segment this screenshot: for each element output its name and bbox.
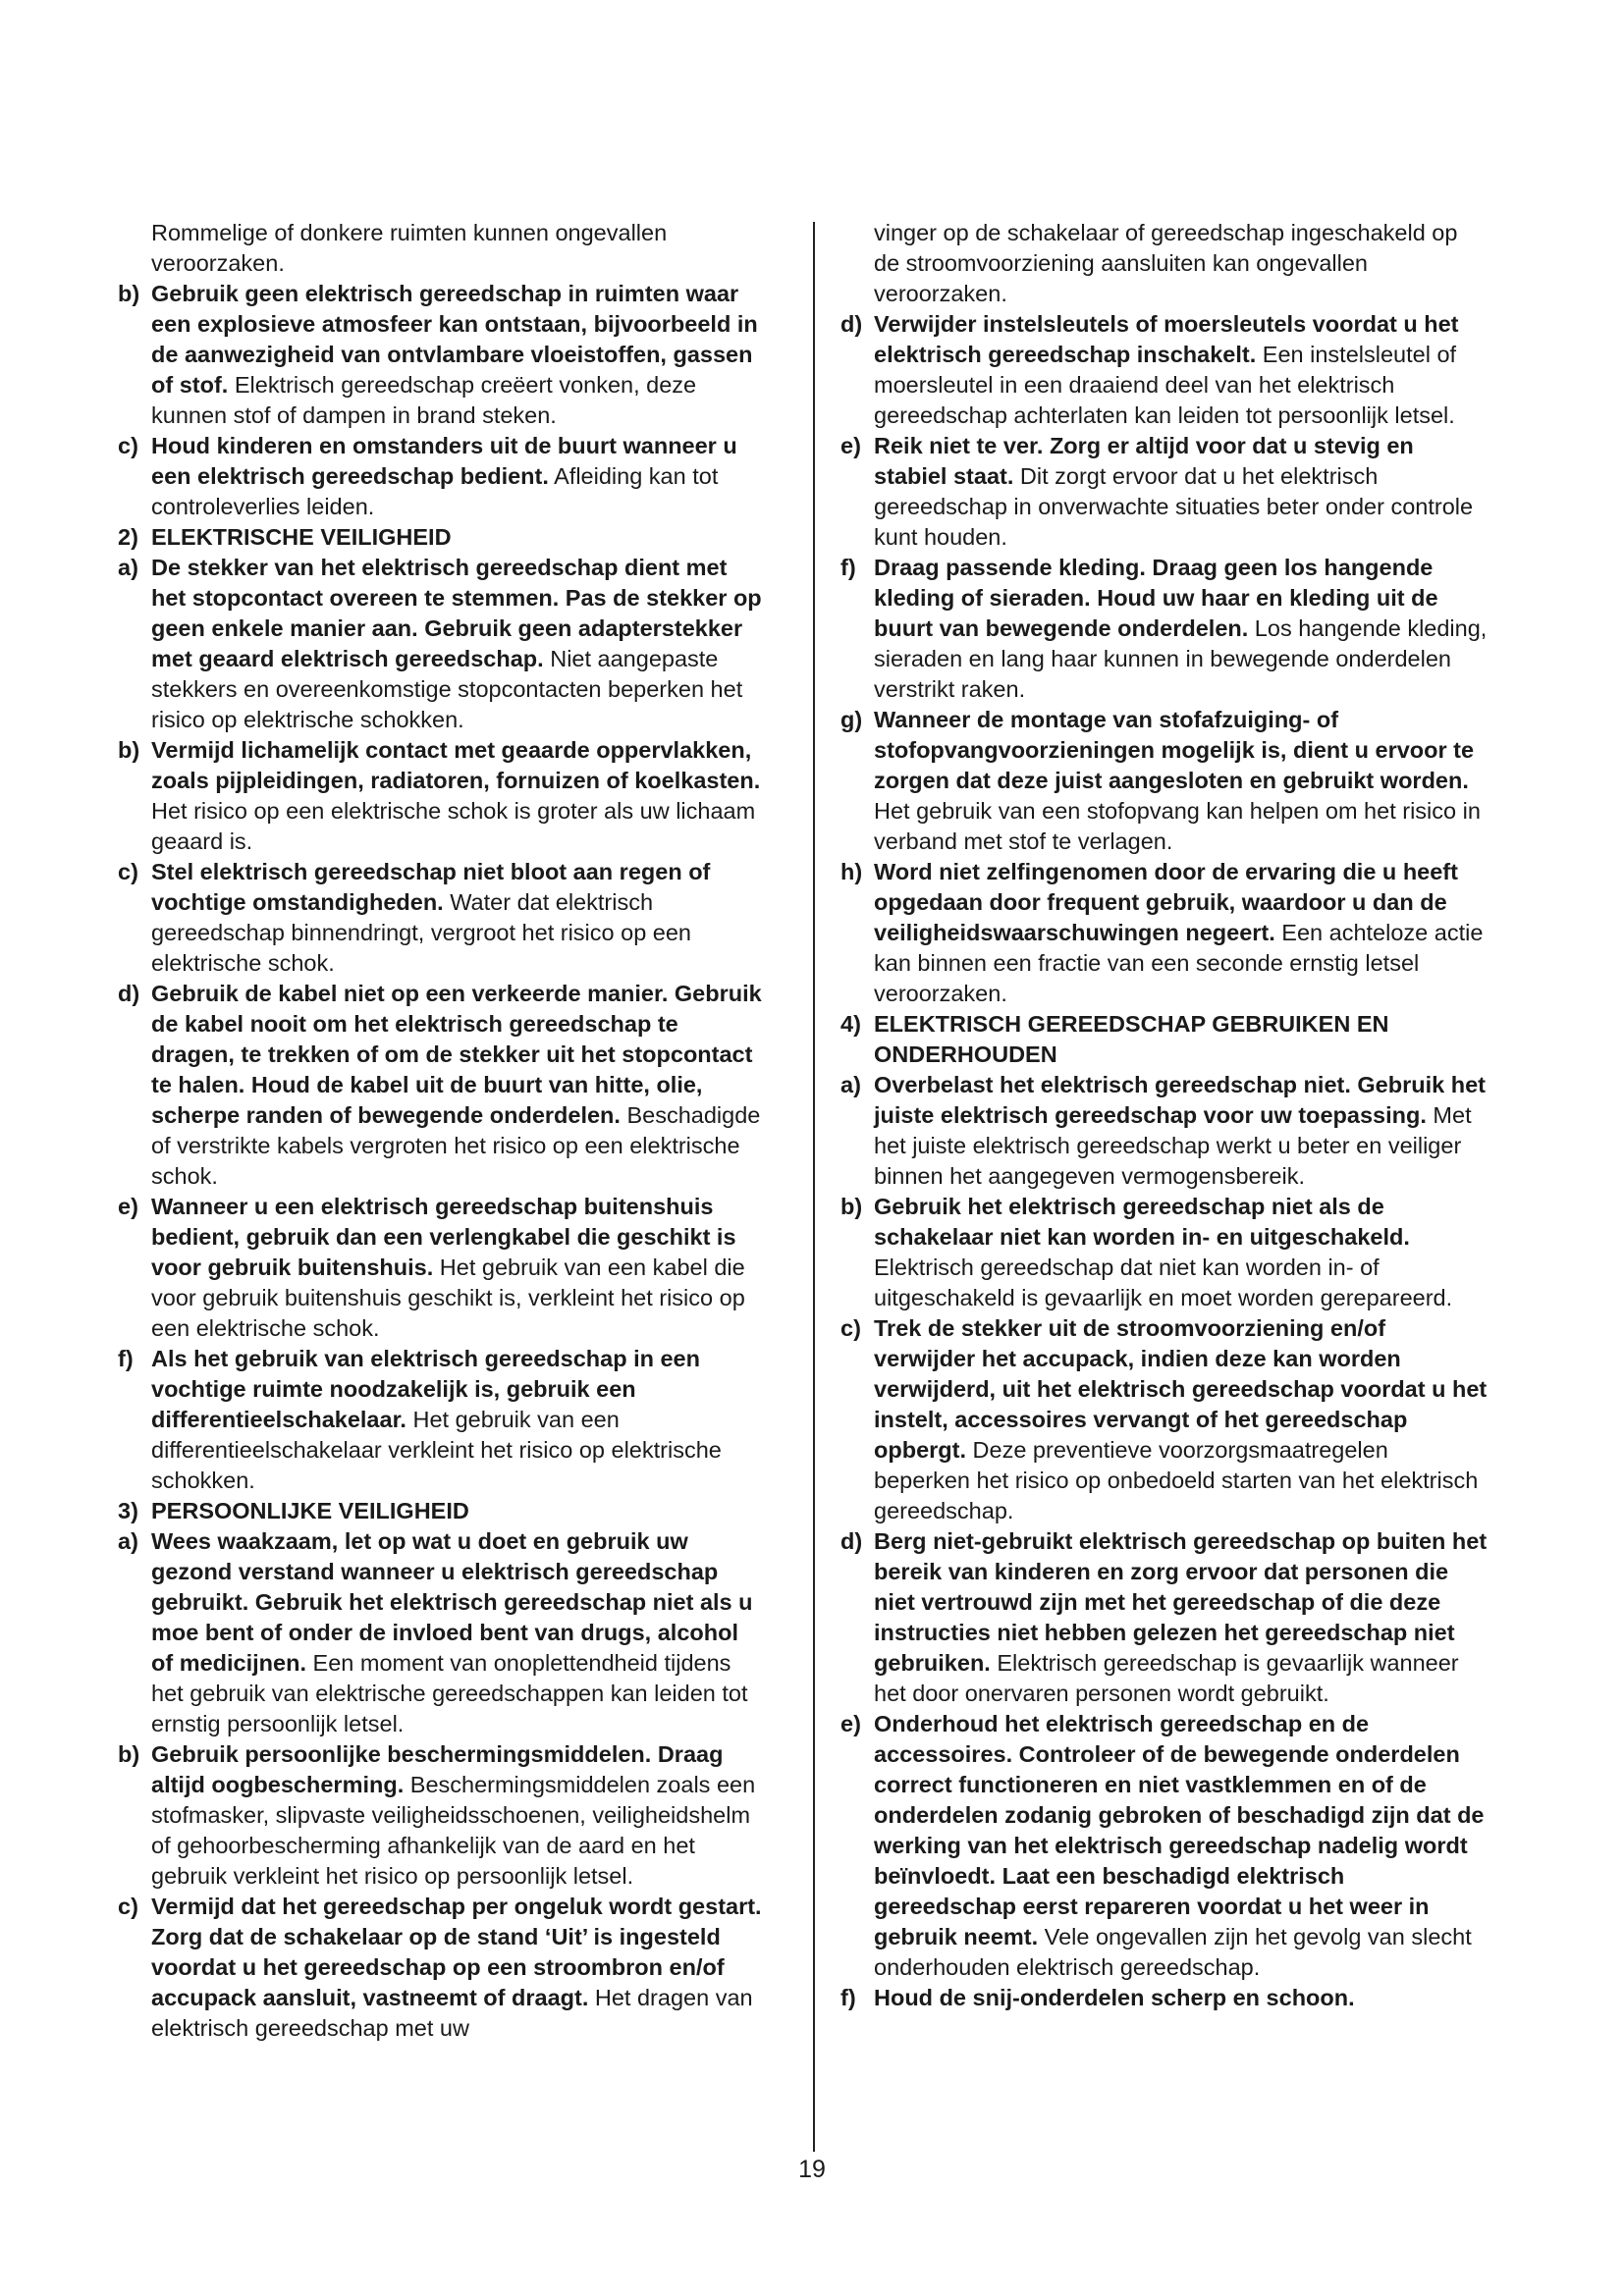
item-bold-text: Wanneer u een elektrisch gereedschap buitenshuis bedient, gebruik dan een verlengkabel die geschikt is voor gebruik buitenshuis. — [151, 1194, 736, 1280]
item-bold-text: Gebruik geen elektrisch gereedschap in ruimten waar een explosieve atmosfeer kan ontstaan, bijvoorbeeld in de aanwezigheid van ontvlambare vloeistoffen, gassen of stof. — [151, 281, 758, 398]
safety-item — [118, 1526, 766, 1739]
safety-item — [840, 1526, 1489, 1709]
item-body-text: Elektrisch gereedschap is gevaarlijk wanneer het door onervaren personen wordt gebruikt. — [874, 1650, 1459, 1706]
safety-item — [840, 1192, 1489, 1313]
item-bold-text: Trek de stekker uit de stroomvoorziening en/of verwijder het accupack, indien deze kan worden verwijderd, uit het elektrisch gereedschap voordat u het instelt, accessoires vervangt of het gereedschap opbergt. — [874, 1315, 1488, 1463]
item-label: a) — [840, 1072, 861, 1097]
section-title: ELEKTRISCHE VEILIGHEID — [151, 524, 452, 550]
item-body-text: Het risico op een elektrische schok is groter als uw lichaam geaard is. — [151, 798, 756, 854]
section-title: PERSOONLIJKE VEILIGHEID — [151, 1498, 469, 1523]
item-label: e) — [118, 1194, 138, 1219]
item-label: a) — [118, 1528, 138, 1554]
item-body-text: Elektrisch gereedschap creëert vonken, deze kunnen stof of dampen in brand steken. — [151, 372, 697, 428]
item-label: f) — [840, 555, 856, 580]
item-label: b) — [118, 737, 140, 763]
safety-item — [118, 553, 766, 735]
safety-item — [118, 1739, 766, 1892]
item-bold-text: Word niet zelfingenomen door de ervaring die u heeft opgedaan door frequent gebruik, waardoor u dan de veiligheidswaarschuwingen negeert. — [874, 859, 1458, 945]
item-label: e) — [840, 433, 861, 458]
item-bold-text: De stekker van het elektrisch gereedschap dient met het stopcontact overeen te stemmen. Pas de stekker op geen enkele manier aan. Gebruik geen adapterstekker met geaard elektrisch gereedschap. — [151, 555, 762, 671]
safety-item — [118, 279, 766, 431]
safety-item — [118, 431, 766, 522]
safety-item — [118, 1344, 766, 1496]
safety-item — [840, 553, 1489, 705]
item-bold-text: Berg niet-gebruikt elektrisch gereedschap op buiten het bereik van kinderen en zorg ervoor dat personen die niet vertrouwd zijn met het gereedschap of die deze instructies niet hebben gelezen het gereedschap niet gebruiken. — [874, 1528, 1488, 1676]
item-bold-text: Vermijd dat het gereedschap per ongeluk wordt gestart. Zorg dat de schakelaar op de stand ‘Uit’ is ingesteld voordat u het gereedschap op een stroombron en/of accupack aansluit, vastneemt of draagt. — [151, 1894, 762, 2010]
safety-item — [118, 1892, 766, 2044]
item-body-text: Afleiding kan tot controleverlies leiden. — [151, 463, 719, 519]
safety-item — [840, 1313, 1489, 1526]
item-label: h) — [840, 859, 863, 884]
safety-item — [840, 1709, 1489, 1983]
item-label: c) — [118, 859, 138, 884]
safety-item — [118, 735, 766, 857]
safety-item — [840, 1070, 1489, 1192]
safety-item — [840, 431, 1489, 553]
item-label: a) — [118, 555, 138, 580]
right-column — [840, 218, 1489, 2013]
section-heading — [118, 522, 766, 553]
item-bold-text: Reik niet te ver. Zorg er altijd voor dat u stevig en stabiel staat. — [874, 433, 1414, 489]
continued-paragraph: vinger op de schakelaar of gereedschap ingeschakeld op de stroomvoorziening aansluiten kan ongevallen veroorzaken. — [874, 220, 1458, 306]
item-bold-text: Gebruik de kabel niet op een verkeerde manier. Gebruik de kabel nooit om het elektrisch gereedschap te dragen, te trekken of om de stekker uit het stopcontact te halen. Houd de kabel uit de buurt van hitte, olie, scherpe randen of bewegende onderdelen. — [151, 981, 762, 1128]
item-body-text: Elektrisch gereedschap dat niet kan worden in- of uitgeschakeld is gevaarlijk en moet worden gerepareerd. — [874, 1255, 1453, 1310]
item-bold-text: Houd kinderen en omstanders uit de buurt wanneer u een elektrisch gereedschap bedient. — [151, 433, 737, 489]
item-bold-text: Wanneer de montage van stofafzuiging- of stofopvangvoorzieningen mogelijk is, dient u ervoor te zorgen dat deze juist aangesloten en gebruikt worden. — [874, 707, 1475, 793]
item-body-text: Deze preventieve voorzorgsmaatregelen beperken het risico op onbedoeld starten van het elektrisch gereedschap. — [874, 1437, 1479, 1523]
item-body-text: Een moment van onoplettendheid tijdens het gebruik van elektrische gereedschappen kan leiden tot ernstig persoonlijk letsel. — [151, 1650, 748, 1736]
item-body-text: Het gebruik van een kabel die voor gebruik buitenshuis geschikt is, verkleint het risico op een elektrische schok. — [151, 1255, 745, 1341]
safety-item — [840, 857, 1489, 1009]
left-column — [118, 218, 766, 2044]
item-body-text: Het gebruik van een stofopvang kan helpen om het risico in verband met stof te verlagen. — [874, 798, 1481, 854]
item-body-text: Niet aangepaste stekkers en overeenkomstige stopcontacten beperken het risico op elektrische schokken. — [151, 646, 743, 732]
safety-item — [840, 1983, 1489, 2013]
section-heading — [840, 1009, 1489, 1070]
section-number: 4) — [840, 1011, 861, 1037]
item-label: c) — [840, 1315, 861, 1341]
item-label: f) — [840, 1985, 856, 2010]
item-label: e) — [840, 1711, 861, 1736]
item-bold-text: Draag passende kleding. Draag geen los hangende kleding of sieraden. Houd uw haar en kleding uit de buurt van bewegende onderdelen. — [874, 555, 1438, 641]
section-number: 2) — [118, 524, 138, 550]
item-bold-text: Houd de snij-onderdelen scherp en schoon. — [874, 1985, 1355, 2010]
column-divider — [813, 222, 815, 2152]
item-bold-text: Overbelast het elektrisch gereedschap niet. Gebruik het juiste elektrisch gereedschap voor uw toepassing. — [874, 1072, 1486, 1128]
item-label: d) — [840, 311, 863, 337]
item-label: b) — [118, 281, 140, 306]
page-number: 19 — [798, 2156, 826, 2183]
item-bold-text: Onderhoud het elektrisch gereedschap en de accessoires. Controleer of de bewegende onderdelen correct functioneren en niet vastklemmen en of de onderdelen zodanig gebroken of beschadigd zijn dat de werking van het elektrisch gereedschap nadelig wordt beïnvloedt. Laat een beschadigd elektrisch gereedschap eerst repareren voordat u het weer in gebruik neemt. — [874, 1711, 1485, 1949]
item-label: d) — [118, 981, 140, 1006]
item-body-text: Beschermingsmiddelen zoals een stofmasker, slipvaste veiligheidsschoenen, veiligheidshelm of gehoorbescherming afhankelijk van de aard en het gebruik verkleint het risico op persoonlijk letsel. — [151, 1772, 756, 1889]
item-body-text: Vele ongevallen zijn het gevolg van slecht onderhouden elektrisch gereedschap. — [874, 1924, 1472, 1980]
item-body-text: Los hangende kleding, sieraden en lang haar kunnen in bewegende onderdelen verstrikt raken. — [874, 615, 1488, 702]
item-body-text: Een achteloze actie kan binnen een fractie van een seconde ernstig letsel veroorzaken. — [874, 920, 1484, 1006]
item-body-text: Dit zorgt ervoor dat u het elektrisch gereedschap in onverwachte situaties beter onder controle kunt houden. — [874, 463, 1474, 550]
item-bold-text: Stel elektrisch gereedschap niet bloot aan regen of vochtige omstandigheden. — [151, 859, 711, 915]
section-number: 3) — [118, 1498, 138, 1523]
section-title: ELEKTRISCH GEREEDSCHAP GEBRUIKEN EN ONDERHOUDEN — [874, 1011, 1389, 1067]
item-label: g) — [840, 707, 863, 732]
item-label: d) — [840, 1528, 863, 1554]
section-heading — [118, 1496, 766, 1526]
safety-item — [118, 979, 766, 1192]
item-body-text: Met het juiste elektrisch gereedschap werkt u beter en veiliger binnen het aangegeven vermogensbereik. — [874, 1102, 1472, 1189]
safety-item — [118, 1192, 766, 1344]
item-body-text: Beschadigde of verstrikte kabels vergroten het risico op een elektrische schok. — [151, 1102, 761, 1189]
item-bold-text: Vermijd lichamelijk contact met geaarde oppervlakken, zoals pijpleidingen, radiatoren, fornuizen of koelkasten. — [151, 737, 761, 793]
item-label: f) — [118, 1346, 134, 1371]
safety-item — [118, 857, 766, 979]
item-bold-text: Als het gebruik van elektrisch gereedschap in een vochtige ruimte noodzakelijk is, gebruik een differentieelschakelaar. — [151, 1346, 700, 1432]
item-bold-text: Wees waakzaam, let op wat u doet en gebruik uw gezond verstand wanneer u elektrisch gereedschap gebruikt. Gebruik het elektrisch gereedschap niet als u moe bent of onder de invloed bent van drugs, alcohol of medicijnen. — [151, 1528, 753, 1676]
item-body-text: Een instelsleutel of moersleutel in een draaiend deel van het elektrisch gereedschap achterlaten kan leiden tot persoonlijk letsel. — [874, 342, 1457, 428]
item-bold-text: Verwijder instelsleutels of moersleutels voordat u het elektrisch gereedschap inschakelt. — [874, 311, 1459, 367]
continued-paragraph: Rommelige of donkere ruimten kunnen ongevallen veroorzaken. — [151, 220, 668, 276]
item-label: b) — [118, 1741, 140, 1767]
safety-item — [840, 705, 1489, 857]
item-body-text: Het dragen van elektrisch gereedschap met uw — [151, 1985, 753, 2041]
item-label: b) — [840, 1194, 863, 1219]
item-label: c) — [118, 433, 138, 458]
safety-item — [840, 309, 1489, 431]
item-label: c) — [118, 1894, 138, 1919]
item-body-text: Water dat elektrisch gereedschap binnendringt, vergroot het risico op een elektrische schok. — [151, 889, 692, 976]
item-bold-text: Gebruik persoonlijke beschermingsmiddelen. Draag altijd oogbescherming. — [151, 1741, 724, 1797]
item-body-text: Het gebruik van een differentieelschakelaar verkleint het risico op elektrische schokken. — [151, 1407, 722, 1493]
item-bold-text: Gebruik het elektrisch gereedschap niet als de schakelaar niet kan worden in- en uitgeschakeld. — [874, 1194, 1410, 1250]
